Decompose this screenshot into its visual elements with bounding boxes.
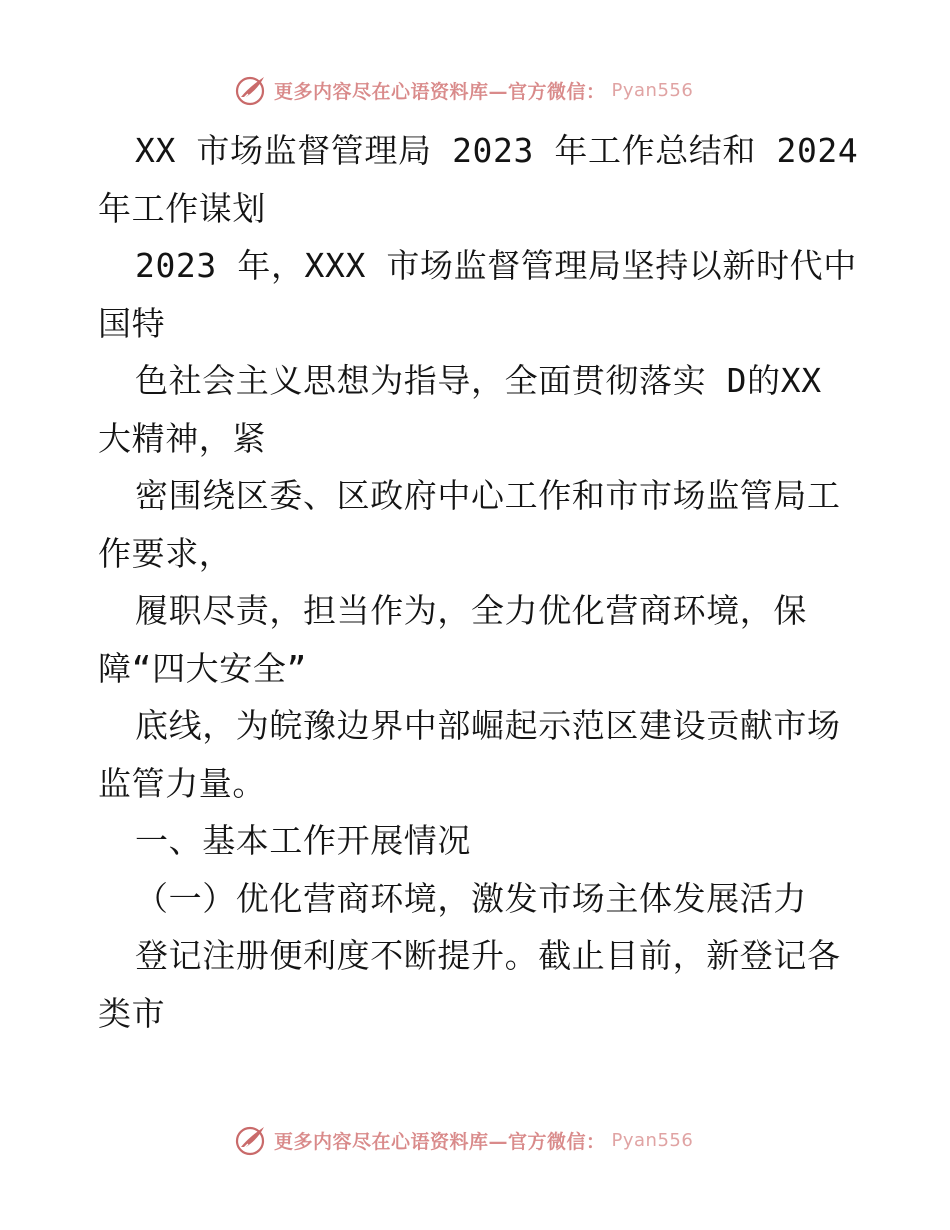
body-line: 障“四大安全” [98, 648, 307, 688]
body-line: 底线，为皖豫边界中部崛起示范区建设贡献市场 [135, 706, 841, 745]
body-line: 年工作谋划 [98, 188, 266, 228]
body-line: 2023 年，XXX 市场监督管理局坚持以新时代中 [135, 246, 857, 285]
body-line: 作要求， [98, 533, 233, 573]
body-line: 大精神，紧 [98, 418, 266, 458]
watermark-wechat-id: Pyan556 [611, 1129, 694, 1151]
document-body [98, 122, 858, 1042]
body-line: 国特 [98, 303, 166, 343]
watermark-text: 更多内容尽在心语资料库—官方微信： [274, 80, 606, 103]
body-line: 履职尽责，担当作为，全力优化营商环境，保 [135, 591, 807, 630]
header-watermark [234, 70, 693, 110]
body-line: 密围绕区委、区政府中心工作和市市场监管局工 [135, 476, 841, 515]
quill-seal-icon [234, 1123, 268, 1157]
quill-seal-icon [234, 73, 268, 107]
subsection-heading: （一）优化营商环境，激发市场主体发展活力 [135, 878, 807, 918]
body-line: XX 市场监督管理局 2023 年工作总结和 2024 [135, 131, 859, 170]
watermark-wechat-id: Pyan556 [611, 79, 694, 101]
body-line: 登记注册便利度不断提升。截止目前，新登记各 [135, 936, 841, 975]
footer-watermark [234, 1120, 693, 1160]
body-line: 色社会主义思想为指导，全面贯彻落实 D的XX [135, 361, 822, 400]
body-line: 监管力量。 [98, 763, 266, 803]
section-heading: 一、基本工作开展情况 [135, 821, 471, 860]
watermark-text: 更多内容尽在心语资料库—官方微信： [274, 1130, 606, 1153]
body-line: 类市 [98, 993, 166, 1033]
